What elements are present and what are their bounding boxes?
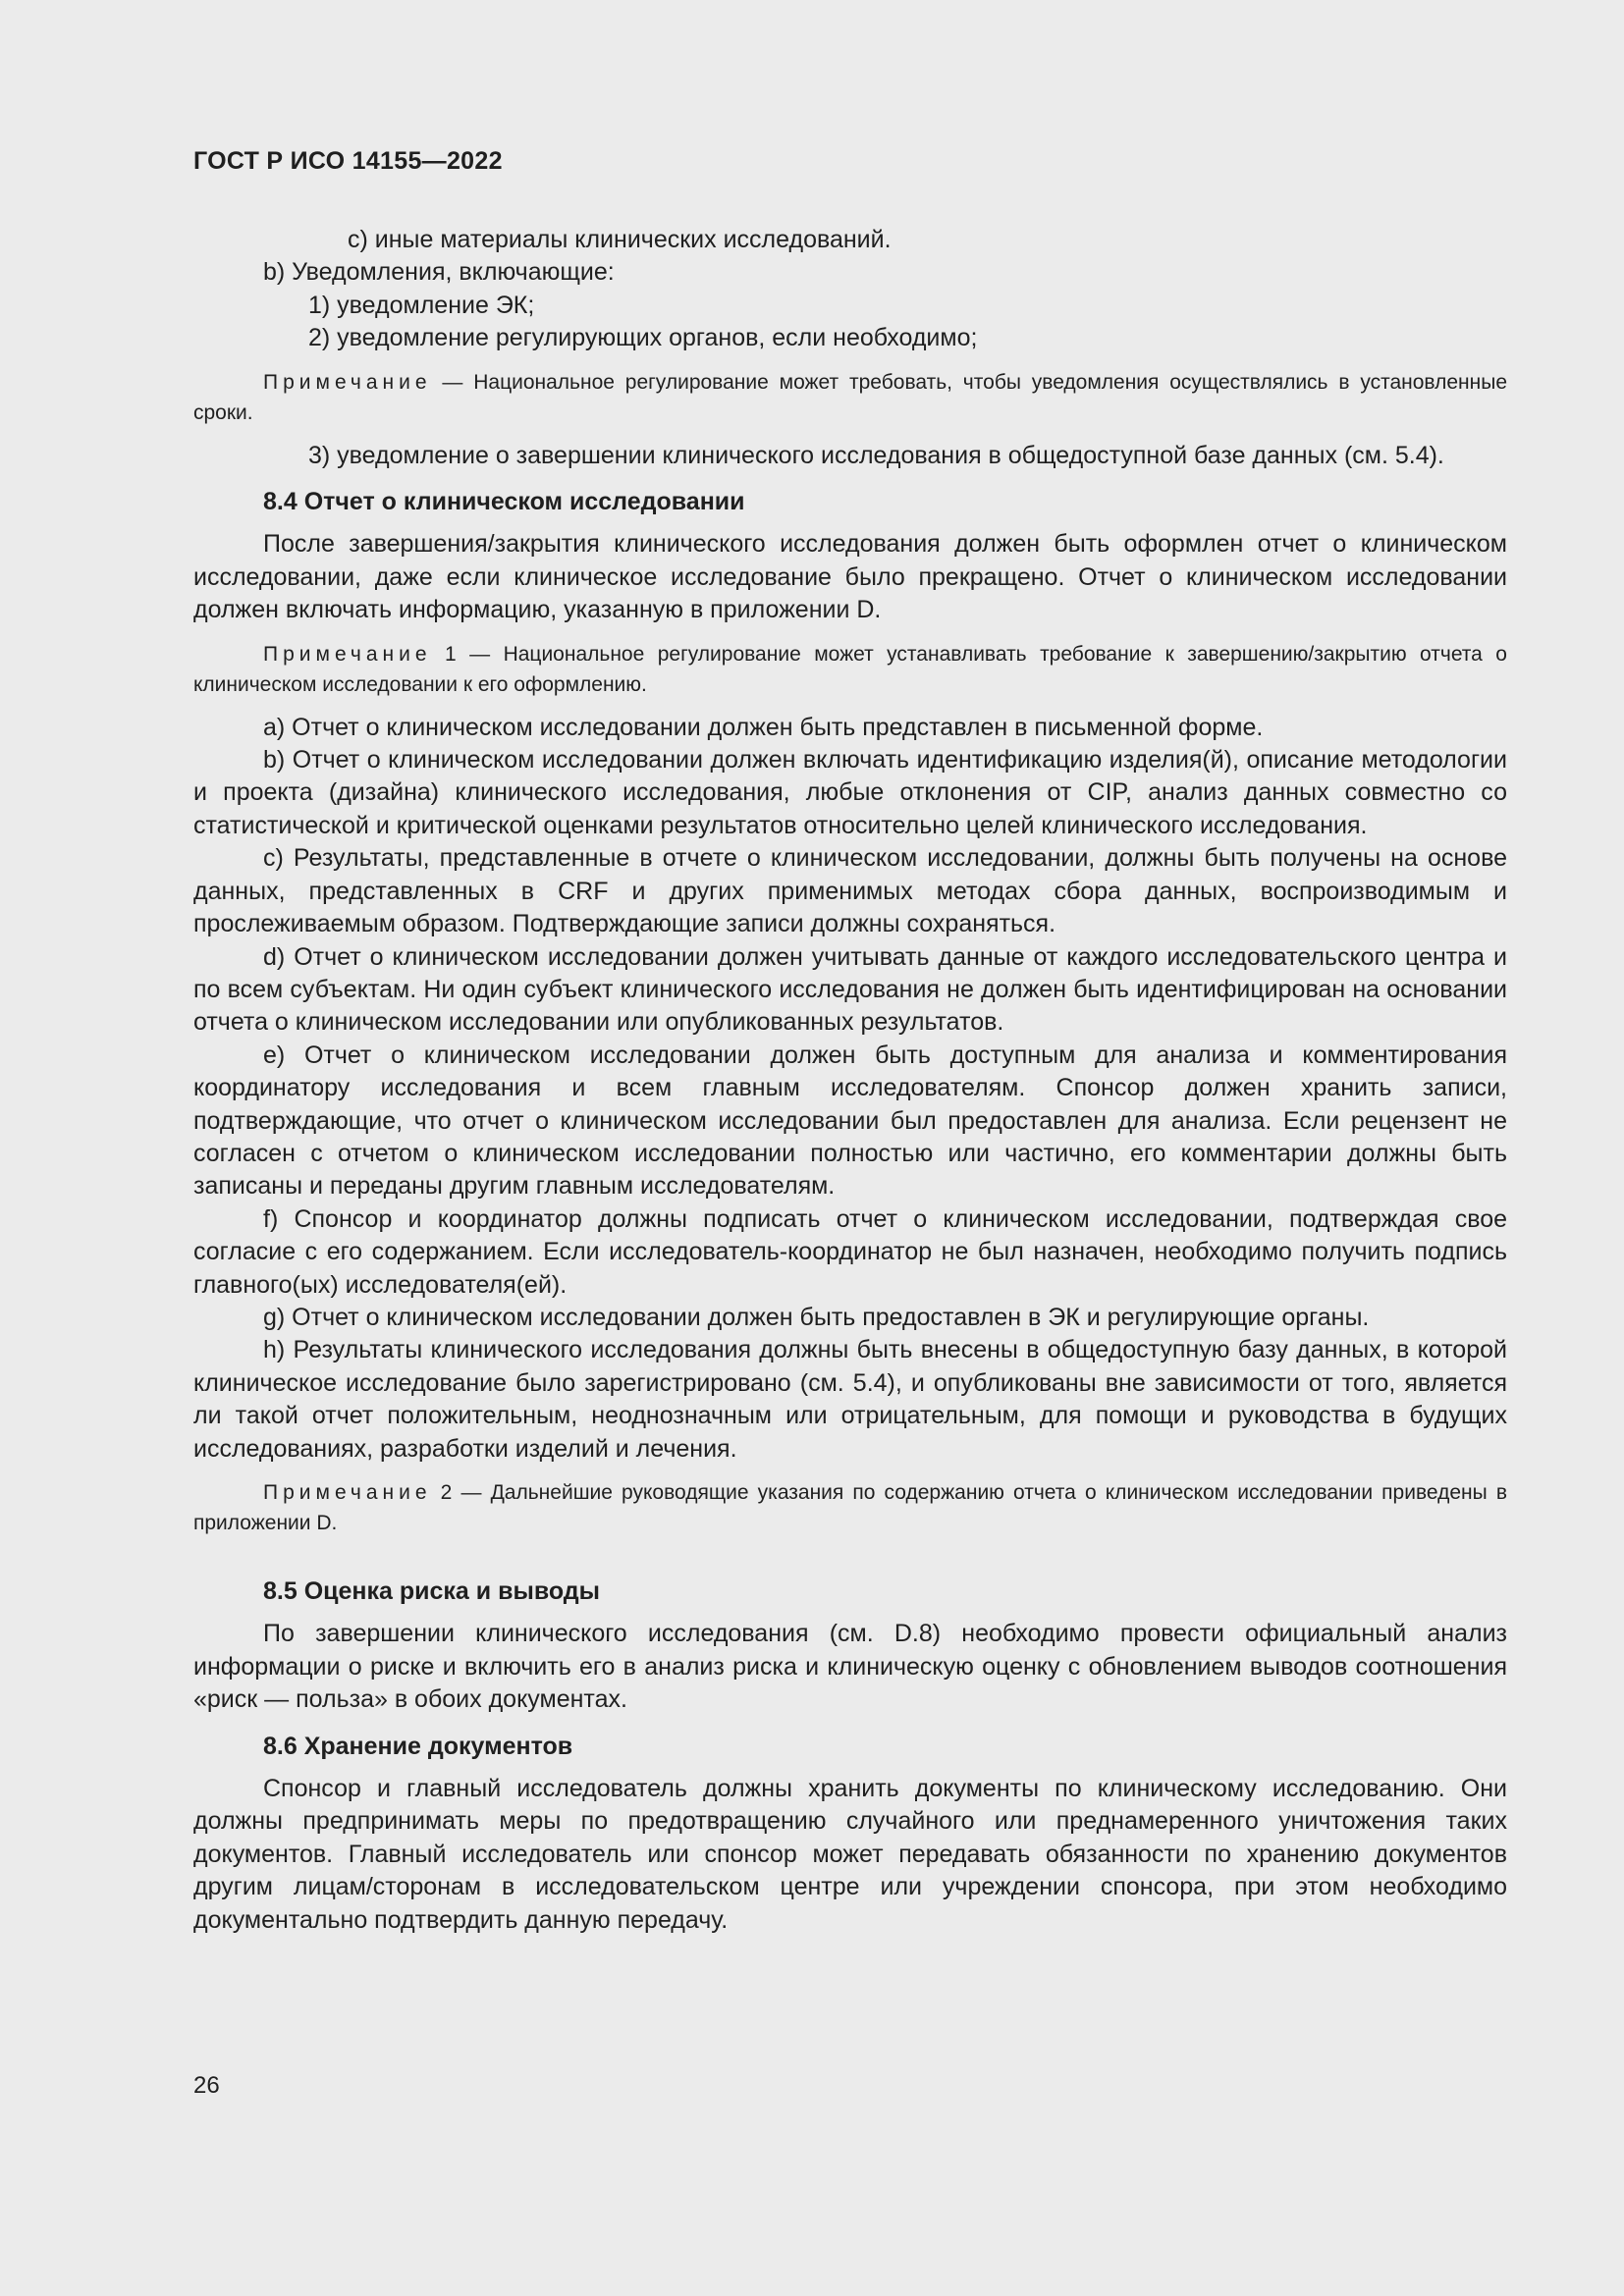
document-header: ГОСТ Р ИСО 14155—2022 (193, 147, 503, 175)
list-item-a: a) Отчет о клиническом исследовании должен быть представлен в письменной форме. (263, 713, 1264, 741)
section-8-4-intro: После завершения/закрытия клинического исследования должен быть оформлен отчет о клиническом исследовании, даже если клиническое исследование было прекращено. Отчет о клиническом исследовании должен включать информацию, указанную в приложении D. (193, 530, 1507, 624)
section-8-6-title: 8.6 Хранение документов (263, 1732, 573, 1760)
section-8-4-title: 8.4 Отчет о клиническом исследовании (263, 488, 745, 516)
list-item-b: b) Уведомления, включающие: (263, 258, 615, 287)
section-8-5-title: 8.5 Оценка риска и выводы (263, 1577, 601, 1605)
note-1 (193, 639, 1507, 700)
list-item-b1: 1) уведомление ЭК; (308, 291, 535, 319)
section-8-6-text: Спонсор и главный исследователь должны хранить документы по клиническому исследованию. Они должны предпринимать меры по предотвращению случайного или преднамеренного уничтожения таких документов. Главный исследователь или спонсор может передавать обязанности по хранению документов другим лицам/сторонам в исследовательском центре или учреждении спонсора, при этом необходимо документально подтвердить данную передачу. (193, 1775, 1507, 1934)
list-item-f: f) Спонсор и координатор должны подписать отчет о клиническом исследовании, подтверждая свое согласие с его содержанием. Если исследователь-координатор не был назначен, необходимо получить подпись главного(ых) исследователя(ей). (193, 1204, 1507, 1299)
note-label: Примечание (263, 642, 432, 666)
note-notifications (193, 367, 1507, 428)
list-item-b: b) Отчет о клиническом исследовании должен включать идентификацию изделия(й), описание методологии и проекта (дизайна) клинического исследования, любые отклонения от CIP, анализ данных совместно со статистической и критической оценками результатов относительно целей клинического исследования. (193, 746, 1507, 839)
list-item-d: d) Отчет о клиническом исследовании должен учитывать данные от каждого исследовательского центра и по всем субъектам. Ни один субъект клинического исследования не должен быть идентифицирован на основании отчета о клиническом исследовании или опубликованных результатов. (193, 942, 1507, 1037)
note-text: 2 — Дальнейшие руководящие указания по содержанию отчета о клиническом исследовании приведены в приложении D. (193, 1481, 1507, 1534)
list-item-c3: c) иные материалы клинических исследований. (348, 226, 892, 253)
note-label: Примечание (263, 1481, 432, 1504)
list-item-c: c) Результаты, представленные в отчете о клиническом исследовании, должны быть получены на основе данных, представленных в CRF и других применимых методах сбора данных, воспроизводимым и прослеживаемым образом. Подтверждающие записи должны сохраняться. (193, 844, 1507, 938)
page-body (193, 224, 1507, 1937)
list-item-e: e) Отчет о клиническом исследовании должен быть доступным для анализа и комментирования координатору исследования и всем главным исследователям. Спонсор должен хранить записи, подтверждающие, что отчет о клиническом исследовании был предоставлен для анализа. Если рецензент не согласен с отчетом о клиническом исследовании полностью или частично, его комментарии должны быть записаны и переданы другим главным исследователям. (193, 1041, 1507, 1201)
note-label: Примечание (263, 370, 432, 394)
list-item-h: h) Результаты клинического исследования должны быть внесены в общедоступную базу данных, в которой клиническое исследование было зарегистрировано (см. 5.4), и опубликованы вне зависимости от того, является ли такой отчет положительным, неоднозначным или отрицательным, для помощи и руководства в будущих исследованиях, разработки изделий и лечения. (193, 1336, 1507, 1463)
page-number: 26 (193, 2072, 220, 2099)
list-item-b3: 3) уведомление о завершении клинического исследования в общедоступной базе данных (см. 5.4). (308, 441, 1444, 469)
section-8-5-text: По завершении клинического исследования (см. D.8) необходимо провести официальный анализ информации о риске и включить его в анализ риска и клиническую оценку с обновлением выводов соотношения «риск — польза» в обоих документах. (193, 1620, 1507, 1714)
list-item-b2: 2) уведомление регулирующих органов, если необходимо; (308, 324, 978, 352)
note-text: 1 — Национальное регулирование может устанавливать требование к завершению/закрытию отчета о клиническом исследовании к его оформлению. (193, 642, 1507, 696)
list-item-g: g) Отчет о клиническом исследовании должен быть предоставлен в ЭК и регулирующие органы. (263, 1303, 1370, 1331)
note-text: — Национальное регулирование может требовать, чтобы уведомления осуществлялись в установленные сроки. (193, 370, 1507, 424)
note-2 (193, 1477, 1507, 1538)
